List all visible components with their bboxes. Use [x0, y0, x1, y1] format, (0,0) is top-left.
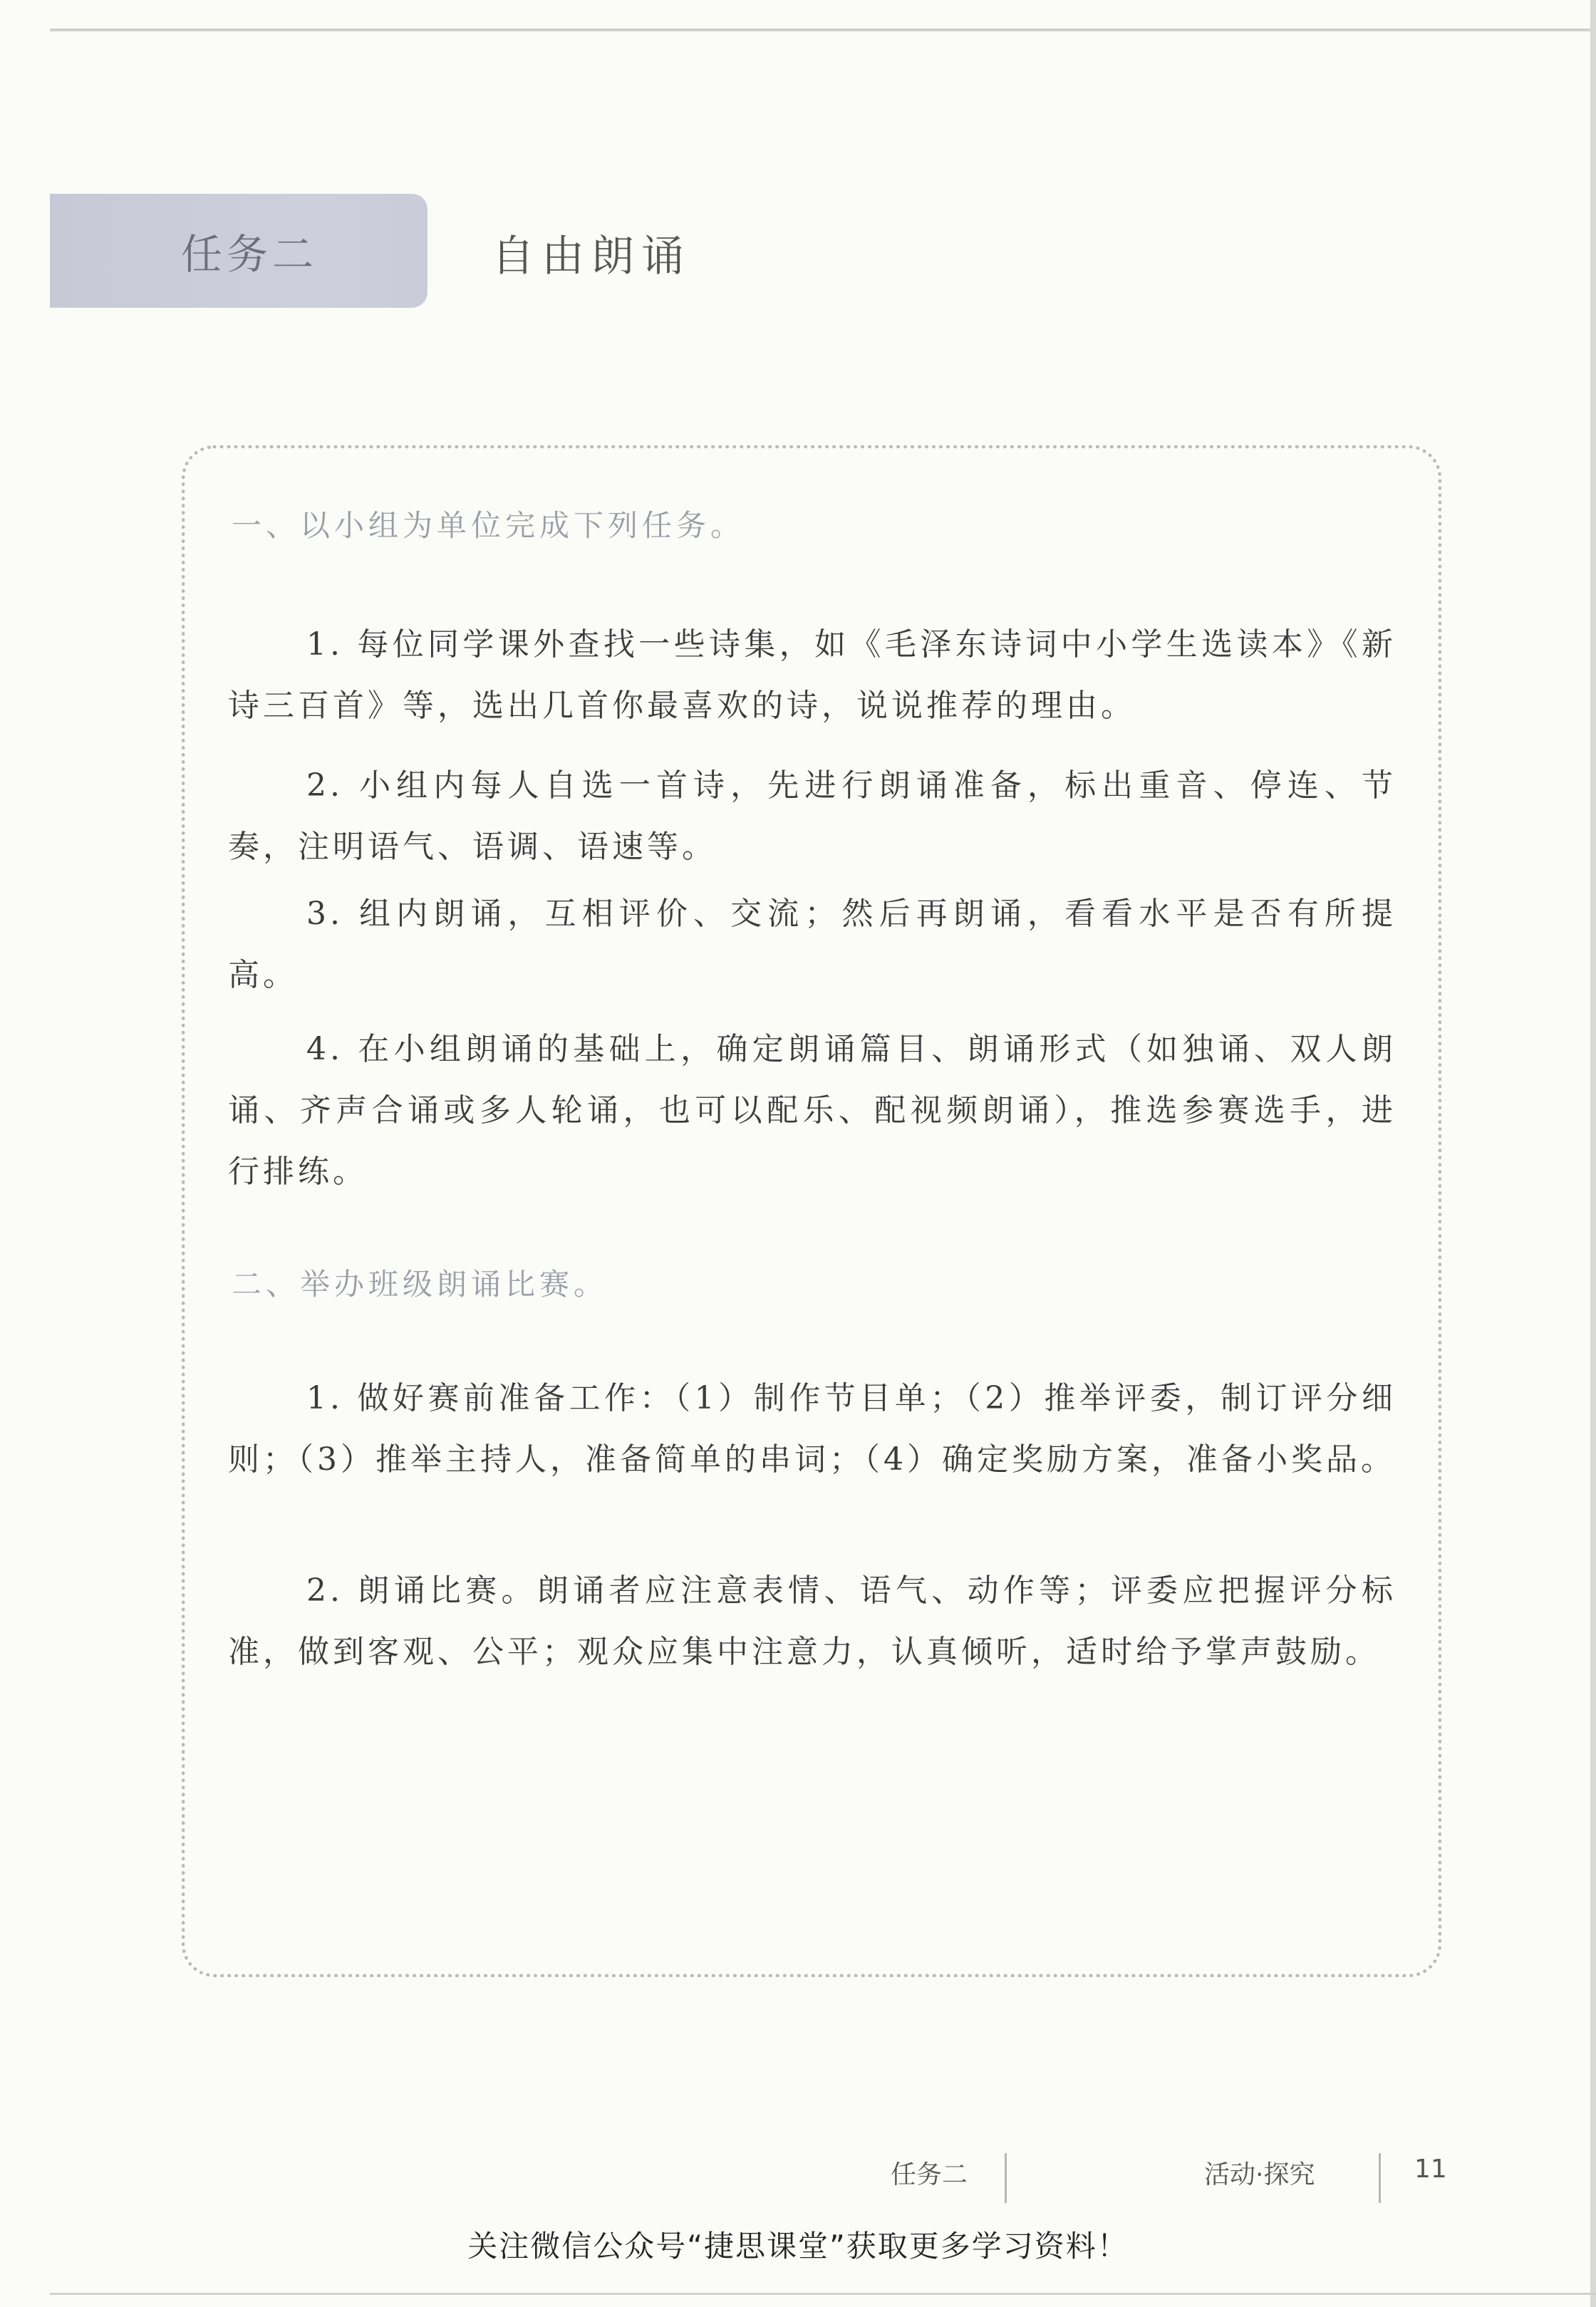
- wechat-note: 关注微信公众号“捷思课堂”获取更多学习资料！: [467, 2229, 1129, 2264]
- footer-task-label: 任务二: [891, 2160, 968, 2189]
- task-tab-label: 任务二: [180, 230, 318, 279]
- page-edge-bottom: [50, 2293, 1596, 2295]
- task-tab: [50, 194, 428, 308]
- page-edge-top: [50, 28, 1596, 31]
- page-number: 11: [1414, 2155, 1447, 2184]
- footer-separator: [1379, 2153, 1381, 2203]
- task-title: 自由朗诵: [492, 232, 691, 281]
- section1-item-2: 2. 小组内每人自选一首诗，先进行朗诵准备，标出重音、停连、节奏，注明语气、语调、语速等。: [228, 767, 1396, 865]
- section1-item-3: 3. 组内朗诵，互相评价、交流；然后再朗诵，看看水平是否有所提高。: [228, 896, 1396, 993]
- section2-item-1: 1. 做好赛前准备工作：（1）制作节目单；（2）推举评委，制订评分细则；（3）推举主持人，准备简单的串词；（4）确定奖励方案，准备小奖品。: [228, 1380, 1396, 1478]
- section2-item-2: 2. 朗诵比赛。朗诵者应注意表情、语气、动作等；评委应把握评分标准，做到客观、公平；观众应集中注意力，认真倾听，适时给予掌声鼓励。: [228, 1572, 1396, 1670]
- section1-heading: 一、以小组为单位完成下列任务。: [232, 508, 745, 543]
- footer-section-label: 活动·探究: [1204, 2160, 1315, 2189]
- section1-item-1: 1. 每位同学课外查找一些诗集，如《毛泽东诗词中小学生选读本》《新诗三百首》等，选出几首你最喜欢的诗，说说推荐的理由。: [228, 626, 1396, 724]
- footer-separator: [1005, 2153, 1007, 2203]
- section1-item-4: 4. 在小组朗诵的基础上，确定朗诵篇目、朗诵形式（如独诵、双人朗诵、齐声合诵或多人轮诵，也可以配乐、配视频朗诵），推选参赛选手，进行排练。: [228, 1031, 1396, 1190]
- section2-heading: 二、举办班级朗诵比赛。: [232, 1267, 608, 1302]
- page-edge-right: [1590, 0, 1596, 2307]
